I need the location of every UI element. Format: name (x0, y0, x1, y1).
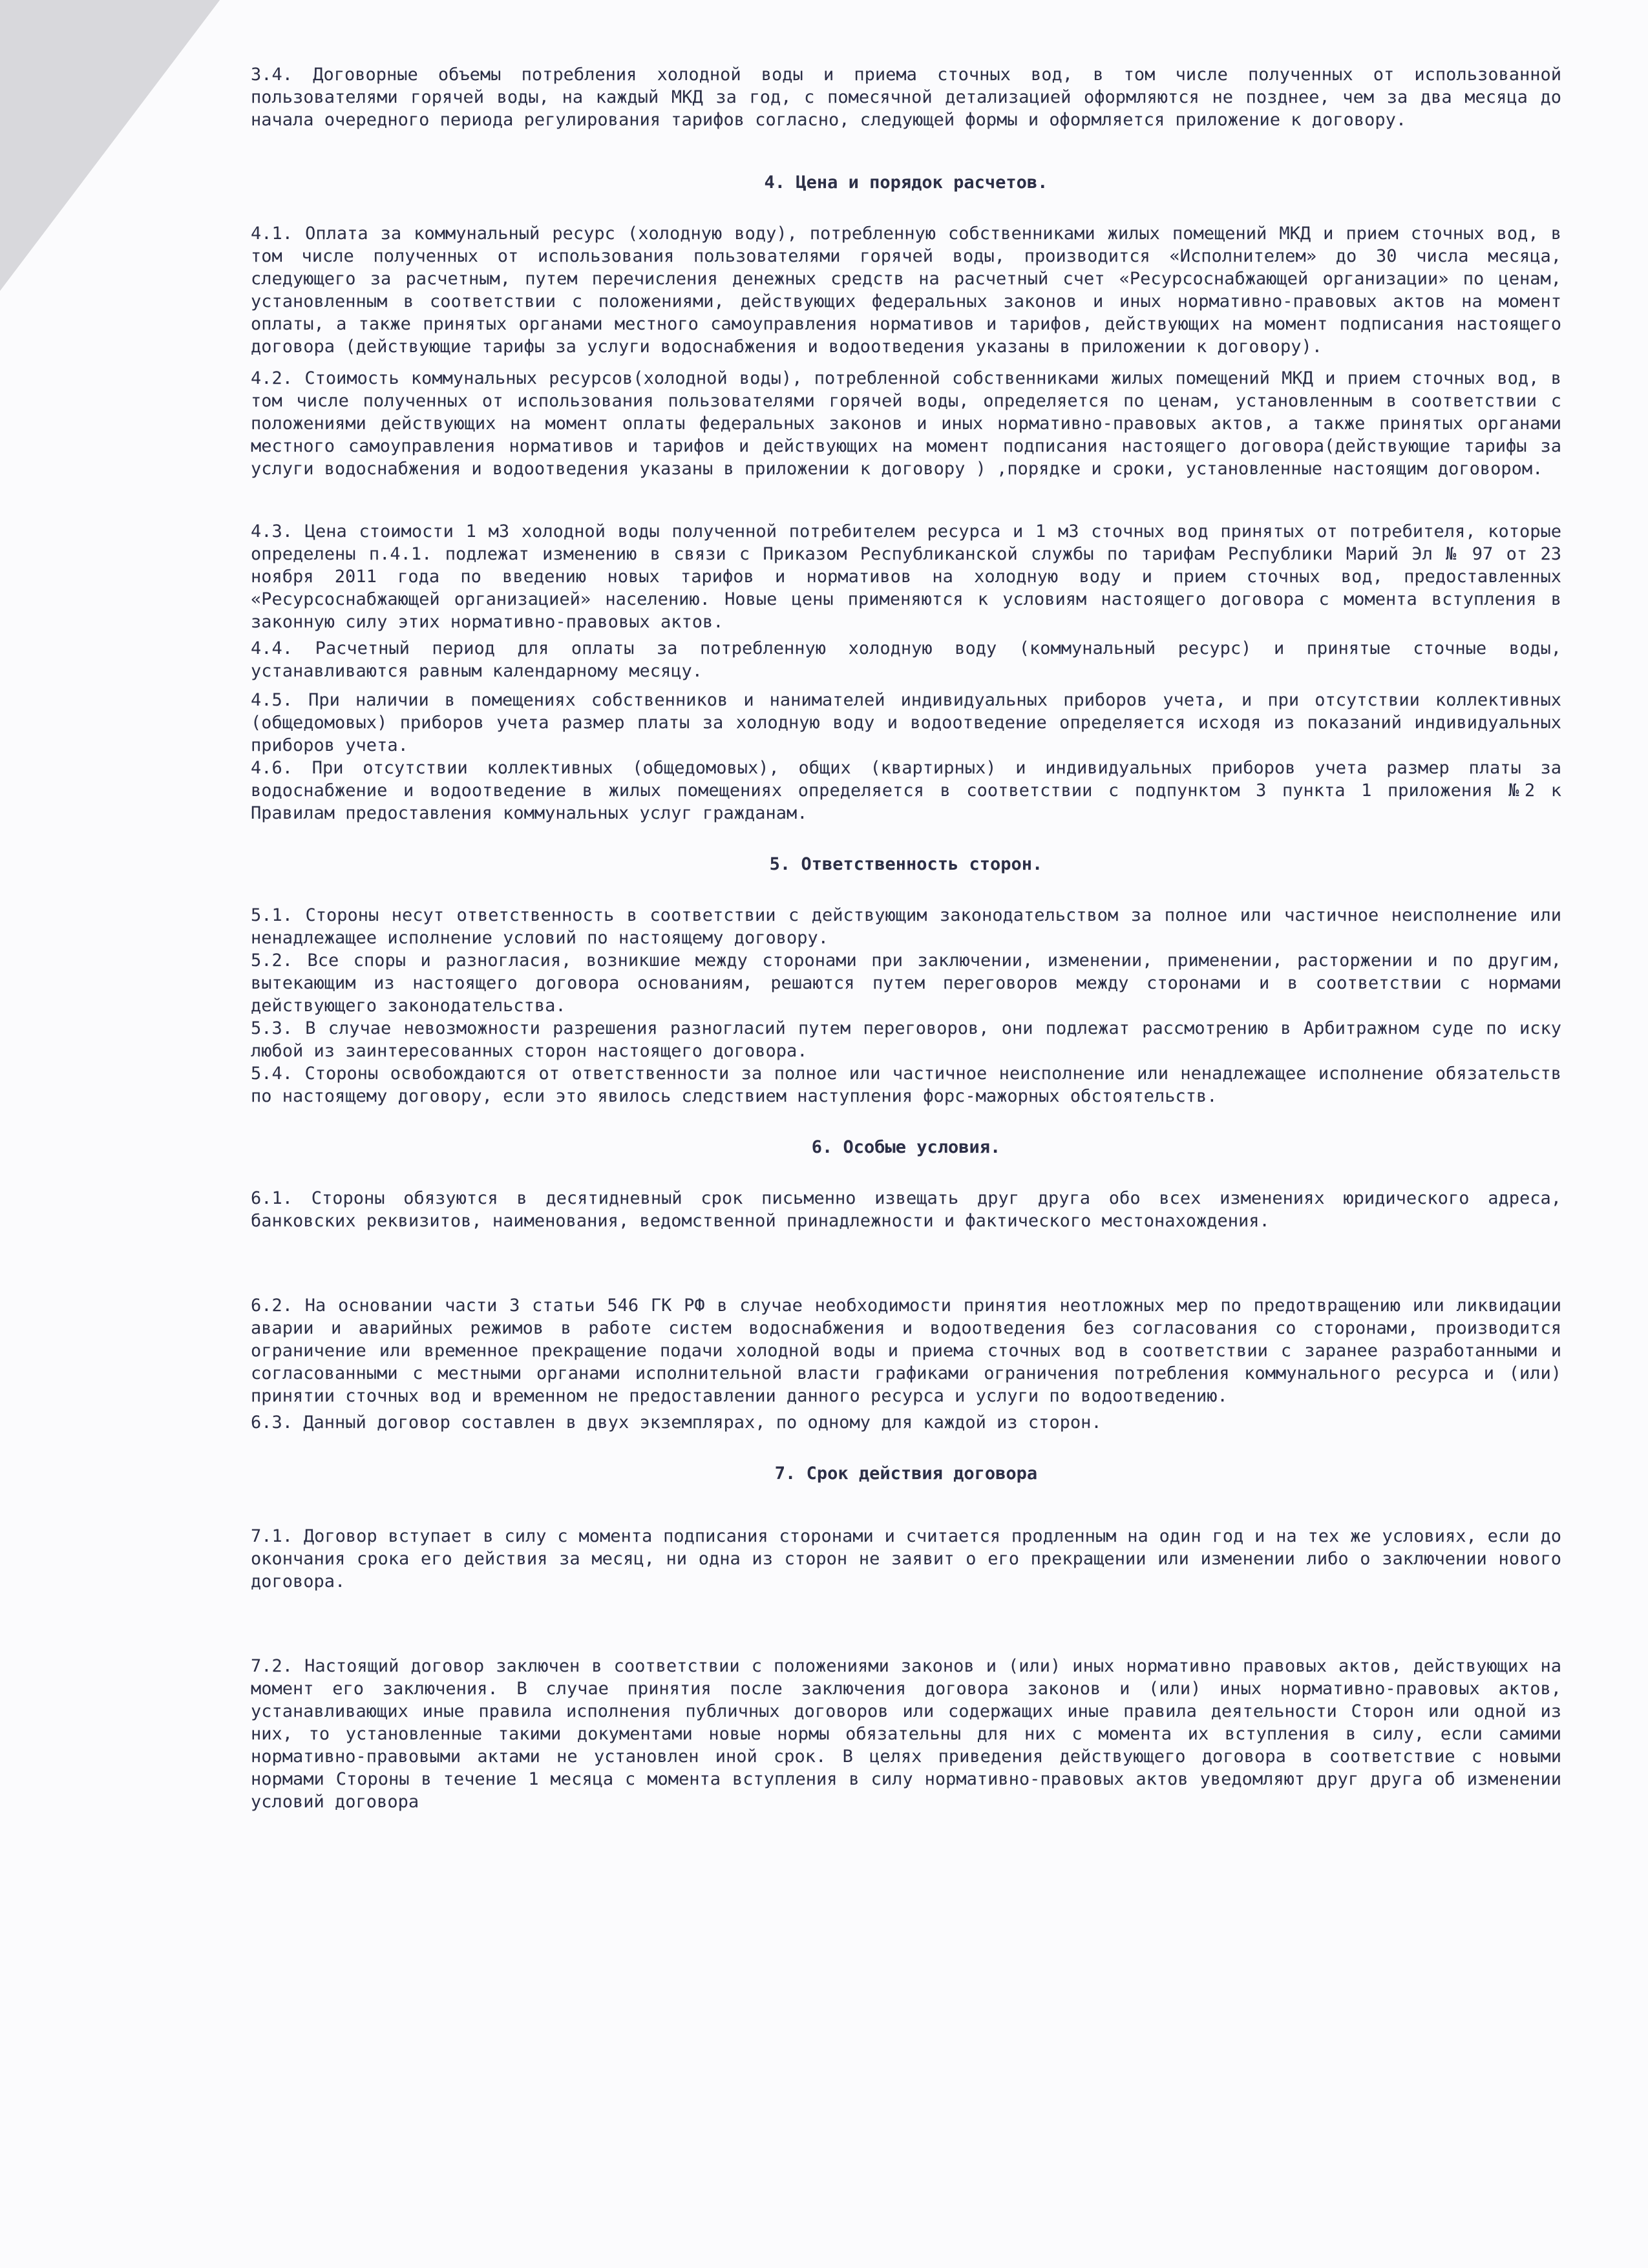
document-body (251, 63, 1561, 1813)
clause-6-1: 6.1. Стороны обязуются в десятидневный срок письменно извещать друг друга обо всех изменениях юридического адреса, банковских реквизитов, наименования, ведомственной принадлежности и фактического местонахождения. (251, 1188, 1561, 1231)
clause-4-6: 4.6. При отсутствии коллективных (общедомовых), общих (квартирных) и индивидуальных приборов учета размер платы за водоснабжение и водоотведение в жилых помещениях определяется в соответствии с подпунктом 3 пункта 1 приложения №2 к Правилам предоставления коммунальных услуг гражданам. (251, 758, 1561, 823)
clause-5-2: 5.2. Все споры и разногласия, возникшие между сторонами при заключении, изменении, применении, расторжении и по другим, вытекающим из настоящего договора основаниям, решаются путем переговоров между сторонами и в соответствии с нормами действующего законодательства. (251, 950, 1561, 1016)
section-5-heading: 5. Ответственность сторон. (769, 854, 1043, 874)
clause-4-1: 4.1. Оплата за коммунальный ресурс (холодную воду), потребленную собственниками жилых помещений МКД и прием сточных вод, в том числе полученных от использования пользователями горячей воды, производится «Исполнителем» до 30 числа месяца, следующего за расчетным, путем перечисления денежных средств на расчетный счет «Ресурсоснабжающей организации» по ценам, установленным в соответствии с положениями, действующих федеральных законов и иных нормативно-правовых актов на момент оплаты, а также принятых органами местного самоуправления нормативов и тарифов, действующих на момент подписания настоящего договора (действующие тарифы за услуги водоснабжения и водоотведения указаны в приложении к договору). (251, 224, 1561, 357)
clause-5-4: 5.4. Стороны освобождаются от ответственности за полное или частичное неисполнение или ненадлежащее исполнение обязательств по настоящему договору, если это явилось следствием наступления форс-мажорных обстоятельств. (251, 1064, 1561, 1106)
clause-7-2: 7.2. Настоящий договор заключен в соответствии с положениями законов и (или) иных нормативно правовых актов, действующих на момент его заключения. В случае принятия после заключения договора законов и (или) иных нормативно-правовых актов, устанавливающих иные правила исполнения публичных договоров или содержащих иные правила деятельности Сторон или одной из них, то установленные такими документами новые нормы обязательны для них с момента их вступления в силу, если самими нормативно-правовыми актами не установлен иной срок. В целях приведения действующего договора в соответствие с новыми нормами Стороны в течение 1 месяца с момента вступления в силу нормативно-правовых актов уведомляют друг друга об изменении условий договора (251, 1656, 1561, 1812)
clause-4-5: 4.5. При наличии в помещениях собственников и нанимателей индивидуальных приборов учета, и при отсутствии коллективных (общедомовых) приборов учета размер платы за холодную воду и водоотведение определяется исходя из показаний индивидуальных приборов учета. (251, 690, 1561, 755)
clause-4-3: 4.3. Цена стоимости 1 м3 холодной воды полученной потребителем ресурса и 1 м3 сточных вод принятых от потребителя, которые определены п.4.1. подлежат изменению в связи с Приказом Республиканской службы по тарифам Республики Марий Эл № 97 от 23 ноября 2011 года по введению новых тарифов и нормативов на холодную воду и прием сточных вод, предоставленных «Ресурсоснабжающей организацией» населению. Новые цены применяются к условиям настоящего договора с момента вступления в законную силу этих нормативно-правовых актов. (251, 521, 1561, 632)
clause-4-4: 4.4. Расчетный период для оплаты за потребленную холодную воду (коммунальный ресурс) и принятые сточные воды, устанавливаются равным календарному месяцу. (251, 638, 1561, 681)
clause-5-3: 5.3. В случае невозможности разрешения разногласий путем переговоров, они подлежат рассмотрению в Арбитражном суде по иску любой из заинтересованных сторон настоящего договора. (251, 1018, 1561, 1061)
clause-5-1: 5.1. Стороны несут ответственность в соответствии с действующим законодательством за полное или частичное неисполнение или ненадлежащее исполнение условий по настоящему договору. (251, 905, 1561, 948)
clause-4-2: 4.2. Стоимость коммунальных ресурсов(холодной воды), потребленной собственниками жилых помещений МКД и прием сточных вод, в том числе полученных от использования пользователями горячей воды, определяется по ценам, установленным в соответствии с положениями действующих на момент оплаты федеральных законов и иных нормативно-правовых актов, а также принятых органами местного самоуправления нормативов и тарифов и действующих на момент подписания настоящего договора(действующие тарифы за услуги водоснабжения и водоотведения указаны в приложении к договору ) ,порядке и сроки, установленные настоящим договором. (251, 368, 1561, 479)
section-6-heading: 6. Особые условия. (811, 1137, 1001, 1157)
clause-6-3: 6.3. Данный договор составлен в двух экземплярах, по одному для каждой из сторон. (251, 1412, 1102, 1433)
section-4-heading: 4. Цена и порядок расчетов. (764, 173, 1048, 193)
section-7-heading: 7. Срок действия договора (774, 1464, 1038, 1484)
clause-6-2: 6.2. На основании части 3 статьи 546 ГК РФ в случае необходимости принятия неотложных мер по предотвращению или ликвидации аварии и аварийных режимов в работе систем водоснабжения и водоотведения без согласования со сторонами, производится ограничение или временное прекращение подачи холодной воды и приема сточных вод в соответствии с заранее разработанными и согласованными с местными органами исполнительной власти графиками ограничения потребления коммунального ресурса и (или) принятии сточных вод и временном не предоставлении данного ресурса и услуги по водоотведению. (251, 1296, 1561, 1406)
clause-3-4: 3.4. Договорные объемы потребления холодной воды и приема сточных вод, в том числе полученных от использованной пользователями горячей воды, на каждый МКД за год, с помесячной детализацией оформляются не позднее, чем за два месяца до начала очередного периода регулирования тарифов согласно, следующей формы и оформляется приложение к договору. (251, 65, 1561, 130)
clause-7-1: 7.1. Договор вступает в силу с момента подписания сторонами и считается продленным на один год и на тех же условиях, если до окончания срока его действия за месяц, ни одна из сторон не заявит о его прекращении или изменении либо о заключении нового договора. (251, 1526, 1561, 1591)
